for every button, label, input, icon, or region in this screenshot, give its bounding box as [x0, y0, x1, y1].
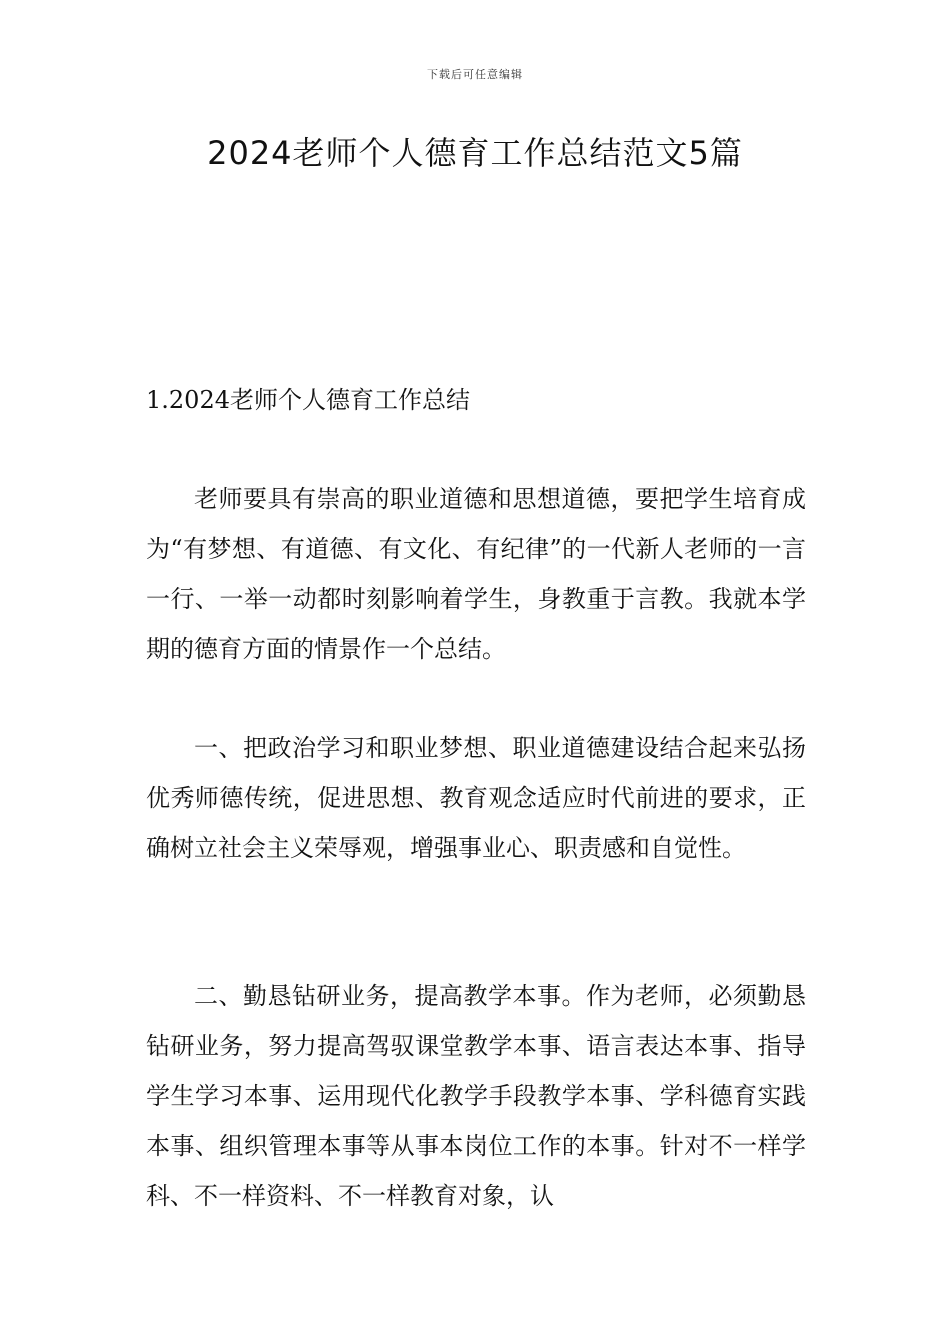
- paragraph-intro: 老师要具有崇高的职业道德和思想道德，要把学生培育成为“有梦想、有道德、有文化、有纪律”的一代新人老师的一言一行、一举一动都时刻影响着学生，身教重于言教。我就本学期的德育方面的情景作一个总结。: [146, 485, 806, 663]
- document-title: 2024老师个人德育工作总结范文5篇: [207, 134, 743, 172]
- paragraph-point-two: 二、勤恳钻研业务，提高教学本事。作为老师，必须勤恳钻研业务，努力提高驾驭课堂教学本事、语言表达本事、指导学生学习本事、运用现代化教学手段教学本事、学科德育实践本事、组织管理本事等从事本岗位工作的本事。针对不一样学科、不一样资料、不一样教育对象，认: [146, 982, 806, 1210]
- header-note: 下载后可任意编辑: [427, 68, 523, 81]
- paragraph-point-one: 一、把政治学习和职业梦想、职业道德建设结合起来弘扬优秀师德传统，促进思想、教育观念适应时代前进的要求，正确树立社会主义荣辱观，增强事业心、职责感和自觉性。: [146, 734, 806, 862]
- section-heading: 1.2024老师个人德育工作总结: [146, 386, 470, 414]
